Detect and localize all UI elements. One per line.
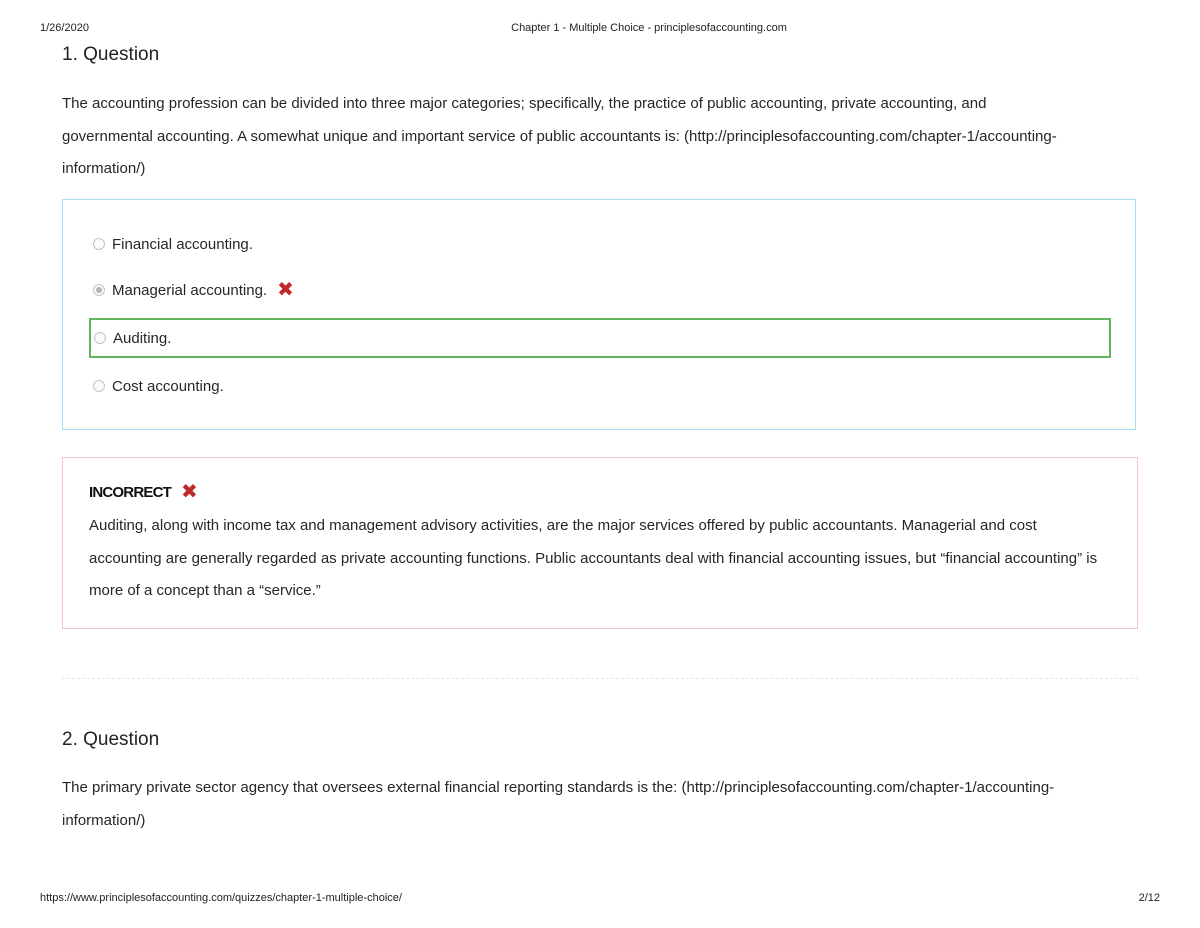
print-page-number: 2/12 [1138,892,1160,904]
question-2-text: The primary private sector agency that oversees external financial reporting standards is the: (http://principlesofaccounting.com/chapter-1/accounting-information/) [62,779,1055,829]
radio-button[interactable] [93,238,105,250]
question-1-title: 1. Question [62,44,160,65]
answer-option-financial[interactable] [89,224,253,264]
radio-button-selected[interactable] [93,284,105,296]
question-1-text: The accounting profession can be divided into three major categories; specifically, the practice of public accounting, private accounting, and governmental accounting. A somewhat unique and important service of public accountants is: (http://principlesofaccounting.com/chapter-1/accounting-information/) [62,95,1057,177]
print-date: 1/26/2020 [40,22,89,34]
x-icon: ✖ [180,481,198,503]
option-label: Managerial accounting. [112,281,268,299]
option-label: Cost accounting. [112,377,224,395]
option-label: Auditing. [113,329,172,347]
radio-button[interactable] [94,332,106,344]
feedback-header [89,482,198,502]
answer-option-managerial[interactable] [89,270,294,310]
question-divider [62,678,1138,679]
feedback-box [62,457,1138,629]
x-icon: ✖ [277,279,294,301]
radio-button[interactable] [93,380,105,392]
feedback-text: Auditing, along with income tax and management advisory activities, are the major services offered by public accountants. Managerial and cost accounting are generally regarded as private accounting functions. Public accountants deal with financial accounting issues, but “financial accounting” is more of a concept than a “service.” [89,517,1098,599]
answers-box [62,199,1136,430]
feedback-label: INCORRECT [89,483,171,501]
print-page-url: https://www.principlesofaccounting.com/quizzes/chapter-1-multiple-choice/ [40,892,402,904]
option-label: Financial accounting. [112,235,253,253]
answer-option-cost[interactable] [89,366,224,406]
answer-option-auditing-correct[interactable] [89,318,1111,358]
print-page-title: Chapter 1 - Multiple Choice - principlesofaccounting.com [511,22,787,34]
question-2-title: 2. Question [62,729,160,750]
